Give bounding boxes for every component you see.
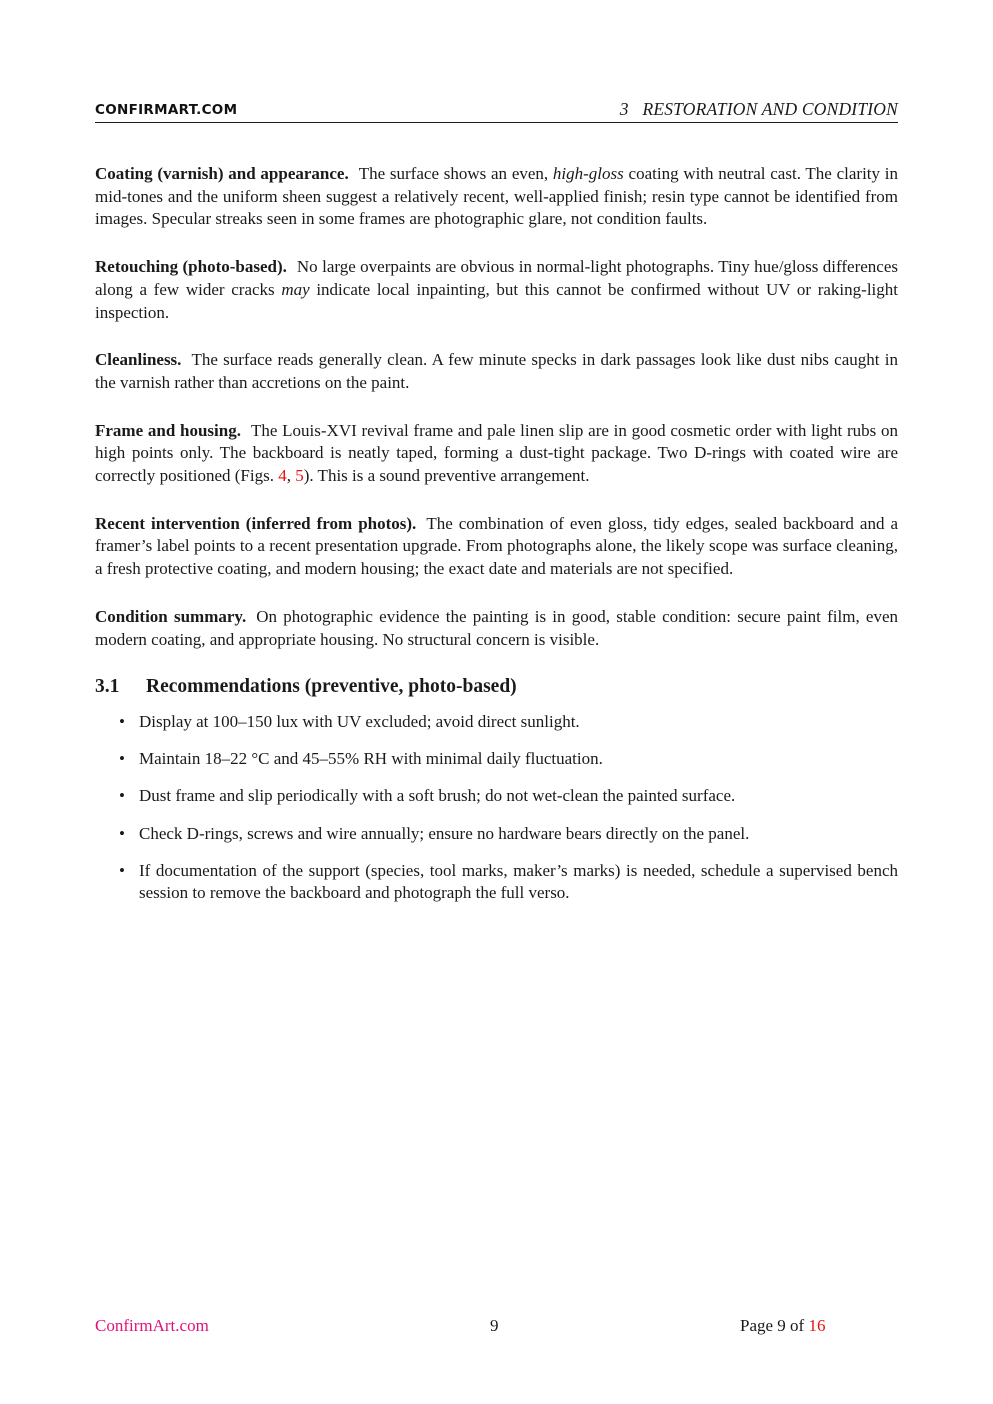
list-item-text: Display at 100–150 lux with UV excluded; avoid direct sunlight. [139,711,580,731]
emphasis-text: high-gloss [552,164,624,183]
list-item [95,860,898,905]
paragraph-intervention [95,513,898,581]
figure-ref-link[interactable]: 5 [295,466,304,486]
page-counter [740,1316,825,1336]
paragraph-text: ). This is a sound preventive arrangement. [303,466,590,486]
bullet-icon: • [119,823,125,843]
paragraph-text: The surface shows an even, [358,164,553,183]
list-item [95,711,898,734]
paragraph-lead: Cleanliness. [95,350,182,370]
paragraph-text: The Louis-XVI revival frame and pale linen slip are in good cosmetic order with light rubs on high points only. The backboard is neatly taped, forming a dust-tight package. Two D-rings with coated wire are correctly positioned (Figs. [95,420,898,486]
page-content [95,163,898,920]
paragraph-lead: Condition summary. [95,606,247,626]
confirmart-logo: CONFIRMART.COM [95,102,238,118]
paragraph-text: The combination of even gloss, tidy edges, sealed backboard and a framer’s label points to a recent presentation upgrade. From photographs alone, the likely scope was surface cleaning, a fresh protective coating, and modern housing; the exact date and materials are not specified. [95,513,898,579]
bullet-icon: • [119,711,125,731]
paragraph-summary [95,606,898,651]
bullet-icon: • [119,749,125,769]
total-pages-link[interactable]: 16 [808,1316,826,1335]
list-item [95,748,898,771]
paragraph-lead: Retouching (photo-based). [95,257,287,277]
bullet-icon: • [119,860,125,880]
paragraph-retouching [95,256,898,324]
list-item [95,785,898,808]
subsection-title: Recommendations (preventive, photo-based) [146,676,517,698]
list-item-text: If documentation of the support (species, tool marks, maker’s marks) is needed, schedule a supervised bench session to remove the backboard and photograph the full verso. [139,860,898,903]
paragraph-frame [95,420,898,488]
paragraph-lead: Recent intervention (inferred from photos). [95,513,417,533]
paragraph-cleanliness [95,349,898,394]
paragraph-text: On photographic evidence the painting is in good, stable condition: secure paint film, even modern coating, and appropriate housing. No structural concern is visible. [95,606,899,649]
paragraph-lead: Frame and housing. [95,420,241,440]
paragraph-text: The surface reads generally clean. A few minute specks in dark passages look like dust nibs caught in the varnish rather than accretions on the paint. [95,350,898,392]
emphasis-text: may [281,279,310,299]
list-item [95,823,898,846]
page-counter-prefix: Page 9 of [740,1316,809,1335]
list-item-text: Check D-rings, screws and wire annually; ensure no hardware bears directly on the panel. [139,823,750,843]
page-header [95,98,898,123]
list-item-text: Maintain 18–22 °C and 45–55% RH with minimal daily fluctuation. [139,749,603,769]
paragraph-text: indicate local inpainting, but this cannot be confirmed without UV or raking-light inspection. [95,279,898,322]
bullet-icon: • [119,786,125,806]
recommendations-list [95,711,898,905]
ref-separator: , [286,466,296,486]
subsection-number: 3.1 [95,676,120,698]
paragraph-coating [95,163,898,231]
figure-ref-link[interactable]: 4 [278,466,287,486]
site-link[interactable]: ConfirmArt.com [95,1316,209,1335]
paragraph-text: No large overpaints are obvious in normal-light photographs. Tiny hue/gloss differences along a few wider cracks [95,257,898,299]
subsection-heading [95,676,898,699]
paragraph-text: coating with neutral cast. The clarity in mid-tones and the uniform sheen suggest a relatively recent, well-applied finish; resin type cannot be identified from images. Specular streaks seen in some frames are photographic glare, not condition faults. [95,164,898,229]
paragraph-lead: Coating (varnish) and appearance. [95,164,349,183]
page-number: 9 [490,1316,499,1335]
running-section-title: 3 RESTORATION AND CONDITION [619,99,898,119]
list-item-text: Dust frame and slip periodically with a soft brush; do not wet-clean the painted surface. [139,786,736,806]
